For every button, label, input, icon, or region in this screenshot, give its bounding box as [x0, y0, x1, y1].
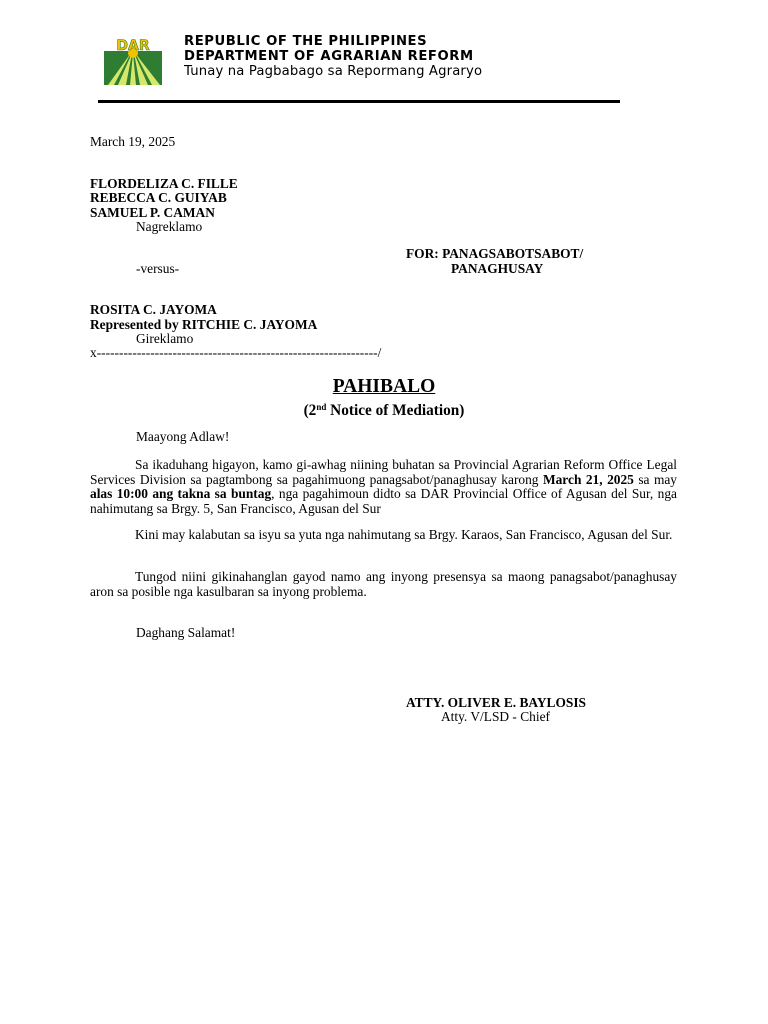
- complainant-name-3: SAMUEL P. CAMAN: [90, 205, 215, 220]
- p1-date: March 21, 2025: [542, 471, 634, 487]
- p2-text: Kini may kalabutan sa isyu sa yuta nga nahimutang sa Brgy. Karaos, San Francisco, Agusan del Sur.: [135, 527, 673, 542]
- header-tagline: Tunay na Pagbabago sa Repormang Agraryo: [184, 64, 483, 79]
- paragraph-1: [90, 458, 677, 516]
- logo-text: DAR: [116, 38, 150, 54]
- dar-logo: [104, 37, 162, 85]
- respondent-role: Gireklamo: [136, 331, 194, 346]
- p1-text-c: , nga pagahimoun didto sa DAR Provincial Office of Agusan del Sur, nga nahimutang sa Brgy. 5, San Francisco, Agusan del Sur: [90, 486, 677, 516]
- p3-text: Tungod niini gikinahanglan gayod namo ang inyong presensya sa maong panagsabot/panaghusay aron sa posible nga kasulbaran sa inyong problema.: [90, 569, 677, 599]
- notice-subtitle: [0, 398, 768, 420]
- dar-logo-graphic: [104, 37, 162, 85]
- header-republic: REPUBLIC OF THE PHILIPPINES: [184, 34, 428, 49]
- p1-time: alas 10:00 ang takna sa buntag: [90, 486, 272, 501]
- p1-text-b: sa may: [633, 471, 677, 487]
- respondent-representative: Represented by RITCHIE C. JAYOMA: [90, 317, 318, 332]
- versus-label: -versus-: [136, 261, 180, 276]
- subtitle-pre: (2: [303, 402, 317, 419]
- notice-title: PAHIBALO: [332, 376, 436, 397]
- signatory-name: ATTY. OLIVER E. BAYLOSIS: [406, 695, 586, 710]
- caption-separator: x---------------------------------------------------------------/: [90, 345, 382, 360]
- paragraph-2: [90, 528, 677, 543]
- letter-date: March 19, 2025: [90, 134, 176, 149]
- greeting: Maayong Adlaw!: [136, 429, 230, 444]
- case-for-line1: FOR: PANAGSABOTSABOT/: [406, 246, 584, 261]
- respondent-name: ROSITA C. JAYOMA: [90, 302, 217, 317]
- signatory-title: Atty. V/LSD - Chief: [441, 709, 550, 724]
- paragraph-3: [90, 570, 677, 599]
- complainant-name-1: FLORDELIZA C. FILLE: [90, 176, 238, 191]
- closing: Daghang Salamat!: [136, 625, 236, 640]
- case-for-line2: PANAGHUSAY: [451, 261, 544, 276]
- header-rule: [98, 100, 620, 103]
- complainant-name-2: REBECCA C. GUIYAB: [90, 190, 227, 205]
- header-department: DEPARTMENT OF AGRARIAN REFORM: [184, 49, 474, 64]
- p1-text-a: Sa ikaduhang higayon, kamo gi-awhag niining buhatan sa Provincial Agrarian Reform Office Legal Services Division sa pagtambong sa pagahimuong panagsabot/panaghusay karong: [90, 457, 677, 487]
- subtitle-sup: nd: [316, 402, 327, 412]
- subtitle-post: Notice of Mediation): [326, 402, 465, 419]
- complainant-role: Nagreklamo: [136, 219, 203, 234]
